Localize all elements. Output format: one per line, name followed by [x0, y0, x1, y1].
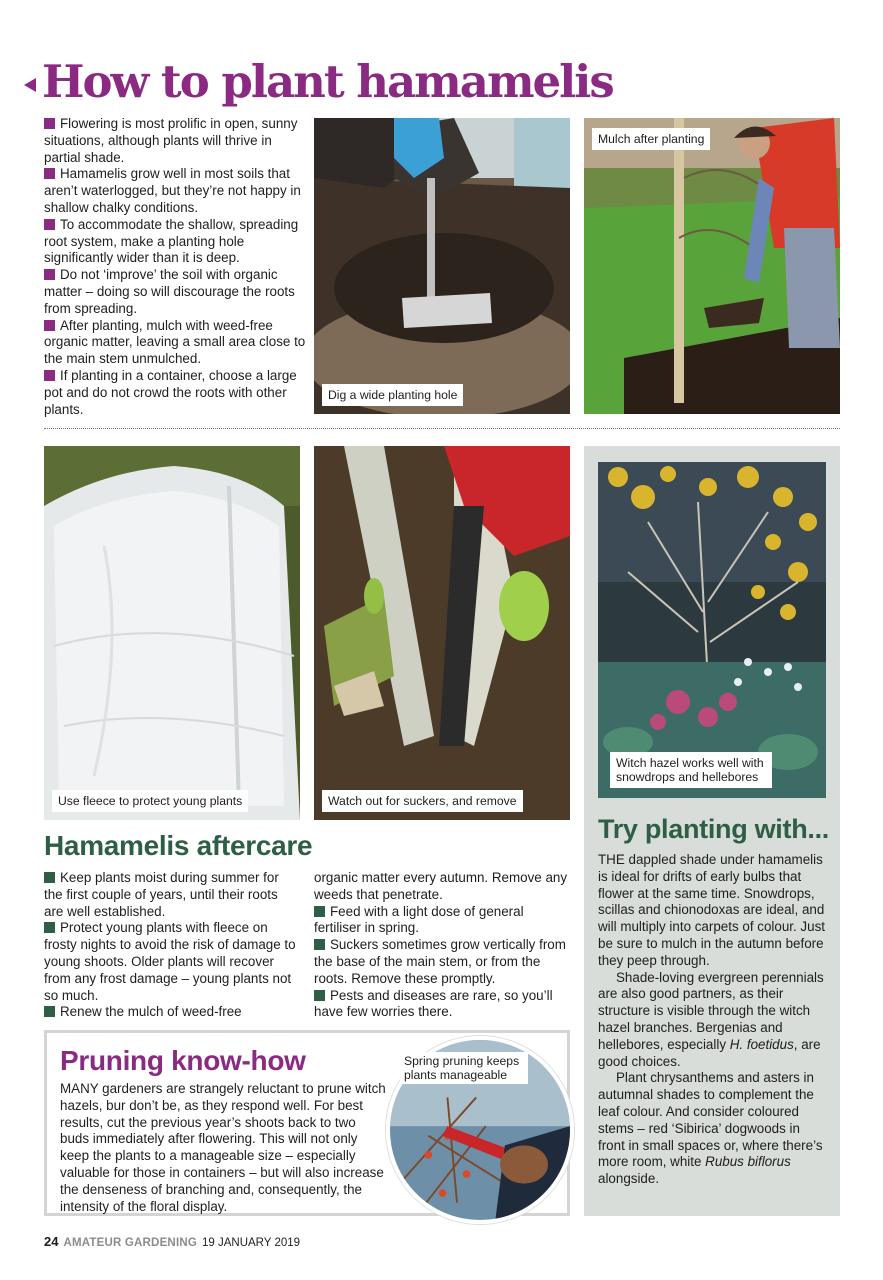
bullet-square-icon	[44, 269, 55, 280]
aftercare-col-1	[44, 870, 300, 1021]
planting-bullets	[44, 116, 306, 418]
aftercare-item: organic matter every autumn. Remove any weeds that penetrate.	[314, 870, 568, 902]
caption-spring-pruning: Spring pruning keeps plants manageable	[400, 1052, 528, 1084]
try-planting-para: Plant chrysanthems and asters in autumnal shades to complement the leaf colour. And consider coloured stems – red ‘Sibirica’ dogwoods in front in small spaces or, where there’s more room, white Rubus biflorus alongside.	[598, 1070, 823, 1187]
photo-dig-hole	[314, 118, 570, 414]
caption-dig: Dig a wide planting hole	[322, 384, 463, 406]
aftercare-col-2	[314, 870, 570, 1021]
bullet-item: If planting in a container, choose a large pot and do not crowd the roots with other plants.	[44, 367, 297, 417]
issue-date: 19 JANUARY 2019	[202, 1237, 301, 1249]
bullet-square-icon	[44, 219, 55, 230]
magazine-name: AMATEUR GARDENING	[63, 1237, 197, 1249]
bullet-square-icon	[44, 872, 55, 883]
aftercare-item: Feed with a light dose of general fertiliser in spring.	[314, 903, 524, 936]
pruning-text: MANY gardeners are strangely reluctant to prune witch hazels, bur don’t be, as they respond well. For best results, cut the previous year’s shoots back to two buds immediately after flowering. This will not only keep the plants to a manageable size – especially valuable for those in containers – but will also increase the denseness of branching and, consequently, the intensity of the floral display.	[60, 1081, 386, 1214]
caption-mulch: Mulch after planting	[592, 128, 710, 150]
photo-witch-hazel	[598, 462, 826, 798]
bullet-item: After planting, mulch with weed-free organic matter, leaving a small area close to the main stem unmulched.	[44, 317, 306, 367]
bullet-square-icon	[44, 168, 55, 179]
try-planting-para: Shade-loving evergreen perennials are also good partners, as their structure is visible through the witch hazel branches. Bergenias and hellebores, especially H. foetidus, are good choices.	[598, 969, 824, 1069]
aftercare-item: Suckers sometimes grow vertically from the base of the main stem, or from the roots. Remove these promptly.	[314, 937, 566, 986]
caption-witch-hazel: Witch hazel works well with snowdrops and hellebores	[610, 752, 772, 788]
page-title-block	[24, 52, 644, 110]
try-planting-text	[598, 852, 826, 1188]
bullet-square-icon	[314, 990, 325, 1001]
page-number: 24	[44, 1234, 59, 1249]
bullet-square-icon	[314, 906, 325, 917]
aftercare-item: Renew the mulch of weed-free	[44, 1004, 300, 1021]
page-footer	[44, 1234, 300, 1249]
triangle-marker-icon	[24, 78, 36, 92]
photo-mulch	[584, 118, 840, 414]
bullet-square-icon	[44, 370, 55, 381]
bullet-square-icon	[44, 118, 55, 129]
page-title: How to plant hamamelis	[42, 54, 613, 108]
photo-suckers	[314, 446, 570, 820]
bullet-square-icon	[44, 1006, 55, 1017]
bullet-item: Do not ‘improve’ the soil with organic matter – doing so will discourage the roots from spreading.	[44, 267, 295, 316]
aftercare-item: Pests and diseases are rare, so you’ll have few worries there.	[314, 987, 553, 1020]
try-planting-para: THE dappled shade under hamamelis is ideal for drifts of early bulbs that flower at the same time. Snowdrops, scillas and chionodoxas are ideal, and will multiply into carpets of colour. Just be sure to mulch in the autumn before they peep through.	[598, 852, 825, 968]
bullet-square-icon	[44, 320, 55, 331]
bullet-square-icon	[44, 922, 55, 933]
caption-fleece: Use fleece to protect young plants	[52, 790, 248, 812]
bullet-item: Hamamelis grow well in most soils that aren’t waterlogged, but they’re not happy in shallow chalky conditions.	[44, 166, 301, 215]
photo-fleece	[44, 446, 300, 820]
try-planting-heading: Try planting with...	[598, 814, 830, 844]
aftercare-item: Keep plants moist during summer for the first couple of years, until their roots are well established.	[44, 870, 279, 919]
bullet-square-icon	[314, 939, 325, 950]
aftercare-item: Protect young plants with fleece on frosty nights to avoid the risk of damage to young shoots. Older plants will recover from any frost damage – young plants not so much.	[44, 920, 296, 1003]
pruning-heading: Pruning know-how	[60, 1045, 306, 1076]
bullet-item: To accommodate the shallow, spreading root system, make a planting hole significantly wider than it is deep.	[44, 216, 299, 266]
section-divider	[44, 428, 840, 429]
bullet-item: Flowering is most prolific in open, sunny situations, although plants will thrive in partial shade.	[44, 116, 298, 165]
aftercare-heading: Hamamelis aftercare	[44, 830, 313, 861]
caption-suckers: Watch out for suckers, and remove	[322, 790, 523, 812]
